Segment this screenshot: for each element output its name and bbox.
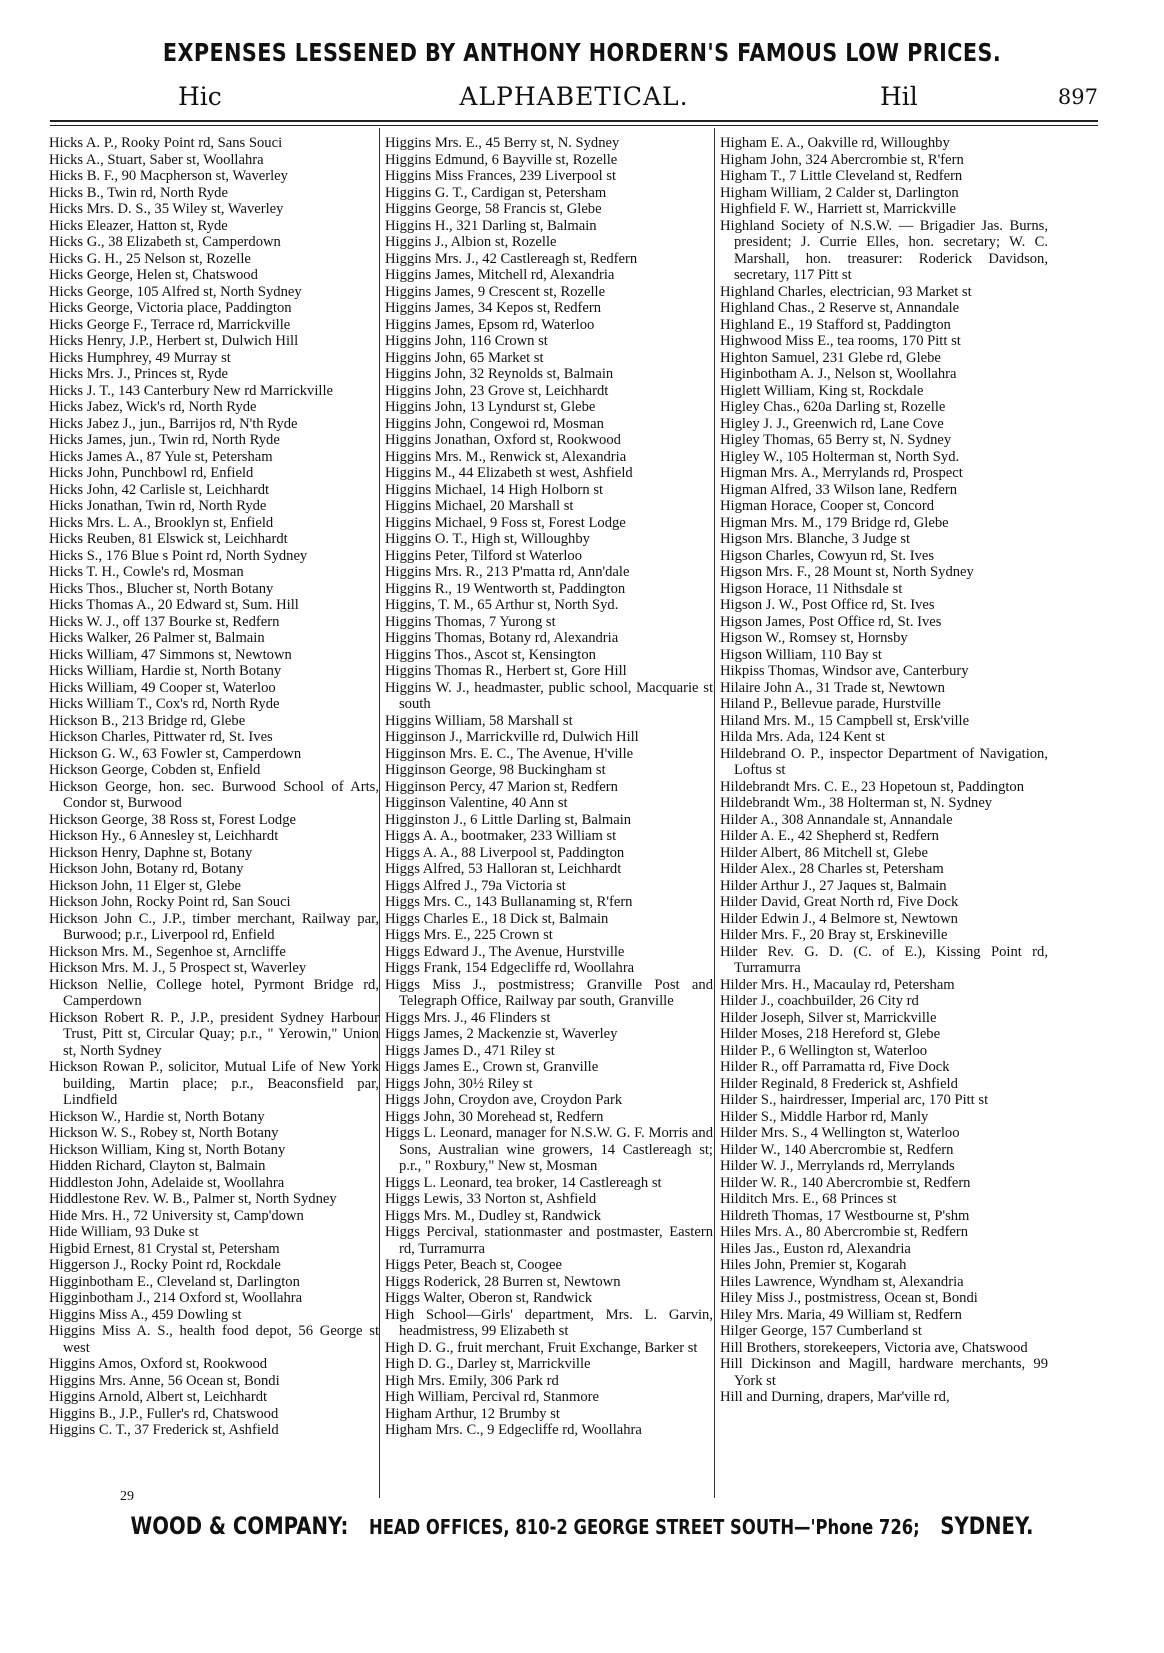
directory-entry: Higginson Valentine, 40 Ann st	[385, 795, 568, 811]
directory-entry: Hickson John, Rocky Point rd, San Souci	[49, 894, 291, 910]
directory-entry: Higham Mrs. C., 9 Edgecliffe rd, Woollahra	[385, 1422, 642, 1438]
directory-entry: Hicks Mrs. L. A., Brooklyn st, Enfield	[49, 514, 274, 531]
directory-entry: Hikpiss Thomas, Windsor ave, Canterbury	[720, 663, 969, 679]
header-rule	[50, 120, 1098, 122]
directory-entry: Higgins Mrs. M., Renwick st, Alexandria	[385, 448, 627, 465]
directory-entry: High William, Percival rd, Stanmore	[385, 1389, 599, 1405]
directory-entry: Hicks A. P., Rooky Point rd, Sans Souci	[49, 135, 283, 151]
directory-entry: Higgins Jonathan, Oxford st, Rookwood	[385, 432, 621, 448]
directory-entry: Hicks William, 49 Cooper st, Waterloo	[49, 679, 276, 696]
directory-entry: Higgins B., J.P., Fuller's rd, Chatswood	[49, 1405, 279, 1422]
directory-entry: Hilder Albert, 86 Mitchell st, Glebe	[720, 844, 928, 861]
directory-entry: Higgs Percival, stationmaster and postmaster, Eastern rd, Turramurra	[385, 1224, 713, 1257]
directory-entry: Higgins Thos., Ascot st, Kensington	[385, 646, 596, 663]
directory-entry: Higinbotham A. J., Nelson st, Woollahra	[720, 366, 957, 382]
directory-entry: Higginston J., 6 Little Darling st, Balmain	[385, 811, 632, 828]
directory-entry: Hilder Mrs. H., Macaulay rd, Petersham	[720, 976, 955, 993]
directory-entry: Hilditch Mrs. E., 68 Princes st	[720, 1191, 897, 1207]
directory-entry: Higgins Michael, 20 Marshall st	[385, 498, 574, 514]
directory-entry: Higgs Mrs. M., Dudley st, Randwick	[385, 1207, 602, 1224]
directory-entry: Hicks T. H., Cowle's rd, Mosman	[49, 564, 244, 580]
directory-entry: Higson Mrs. Blanche, 3 Judge st	[720, 531, 911, 547]
directory-entry: Highton Samuel, 231 Glebe rd, Glebe	[720, 349, 941, 366]
directory-entry: Hill Dickinson and Magill, hardware merchants, 99 York st	[720, 1356, 1048, 1389]
directory-entry: Hilder W. J., Merrylands rd, Merrylands	[720, 1158, 955, 1174]
listing-column-3	[720, 135, 1048, 1406]
advert-address: HEAD OFFICES, 810-2 GEORGE STREET SOUTH—'Phone 726;	[368, 1515, 920, 1539]
directory-entry: Higson Mrs. F., 28 Mount st, North Sydney	[720, 564, 974, 580]
directory-entry: Higgins Thomas, 7 Yurong st	[385, 613, 556, 630]
directory-entry: Hicks Thos., Blucher st, North Botany	[49, 580, 274, 597]
directory-entry: Higgs L. Leonard, manager for N.S.W. G. F. Morris and Sons, Australian wine growers, 14 Castlereagh st; p.r., " Roxbury," New st, Mosman	[385, 1125, 713, 1174]
directory-entry: Hicks William, Hardie st, North Botany	[49, 663, 282, 679]
directory-entry: Higgs John, Croydon ave, Croydon Park	[385, 1092, 623, 1108]
directory-entry: Higgins James, 34 Kepos st, Redfern	[385, 300, 602, 316]
directory-entry: Hiles Lawrence, Wyndham st, Alexandria	[720, 1273, 964, 1290]
directory-entry: Hickson George, hon. sec. Burwood School of Arts, Condor st, Burwood	[49, 778, 379, 811]
directory-entry: Higgins Michael, 9 Foss st, Forest Lodge	[385, 514, 626, 531]
directory-entry: Hicks John, Punchbowl rd, Enfield	[49, 465, 254, 481]
directory-entry: Hilder R., off Parramatta rd, Five Dock	[720, 1059, 950, 1075]
listing-column-1	[49, 135, 379, 1439]
directory-entry: Higgins John, 13 Lyndurst st, Glebe	[385, 399, 596, 415]
directory-entry: Hicks John, 42 Carlisle st, Leichhardt	[49, 481, 270, 498]
directory-entry: Hilaire John A., 31 Trade st, Newtown	[720, 679, 945, 696]
directory-entry: Hicks George, 105 Alfred st, North Sydney	[49, 283, 302, 300]
directory-entry: Higgs James D., 471 Riley st	[385, 1042, 555, 1059]
directory-entry: Higgins Miss A., 459 Dowling st	[49, 1306, 242, 1323]
directory-entry: Hide William, 93 Duke st	[49, 1224, 199, 1240]
directory-entry: High D. G., Darley st, Marrickville	[385, 1356, 591, 1372]
directory-entry: Higman Horace, Cooper st, Concord	[720, 498, 934, 514]
directory-entry: Higgins Arnold, Albert st, Leichhardt	[49, 1389, 268, 1405]
directory-entry: Hicks Mrs. J., Princes st, Ryde	[49, 366, 228, 382]
directory-entry: Hilder S., Middle Harbor rd, Manly	[720, 1108, 929, 1125]
directory-entry: Higgins James, Epsom rd, Waterloo	[385, 316, 595, 333]
directory-entry: Higgins Amos, Oxford st, Rookwood	[49, 1356, 268, 1372]
directory-entry: Hickson B., 213 Bridge rd, Glebe	[49, 712, 246, 729]
directory-entry: Higgs Alfred J., 79a Victoria st	[385, 877, 566, 894]
directory-entry: Higson Charles, Cowyun rd, St. Ives	[720, 547, 935, 564]
directory-entry: Hickson G. W., 63 Fowler st, Camperdown	[49, 745, 302, 762]
directory-entry: Higginbotham J., 214 Oxford st, Woollahra	[49, 1290, 303, 1306]
directory-entry: Hiddleston John, Adelaide st, Woollahra	[49, 1174, 285, 1191]
directory-entry: Higgs James, 2 Mackenzie st, Waverley	[385, 1026, 618, 1042]
directory-entry: Higgs L. Leonard, tea broker, 14 Castlereagh st	[385, 1174, 662, 1191]
directory-entry: Hilder W., 140 Abercrombie st, Redfern	[720, 1141, 954, 1158]
directory-entry: Hiddlestone Rev. W. B., Palmer st, North Sydney	[49, 1191, 337, 1207]
directory-entry: Higley Thomas, 65 Berry st, N. Sydney	[720, 432, 952, 448]
directory-entry: Hicks William, 47 Simmons st, Newtown	[49, 646, 292, 663]
directory-entry: Higgins John, 32 Reynolds st, Balmain	[385, 366, 614, 382]
directory-entry: Hicks George, Victoria place, Paddington	[49, 300, 292, 316]
directory-entry: Higgins J., Albion st, Rozelle	[385, 234, 557, 250]
directory-entry: Hidden Richard, Clayton st, Balmain	[49, 1158, 266, 1174]
directory-entry: Higham Arthur, 12 Brumby st	[385, 1405, 560, 1422]
directory-entry: Hildreth Thomas, 17 Westbourne st, P'shm	[720, 1207, 970, 1224]
directory-entry: Hilger George, 157 Cumberland st	[720, 1323, 922, 1339]
directory-entry: Hilder David, Great North rd, Five Dock	[720, 894, 959, 910]
column-divider	[714, 128, 715, 1498]
directory-entry: Hicks George F., Terrace rd, Marrickville	[49, 316, 291, 333]
column-footer-number: 29	[120, 1489, 134, 1504]
directory-entry: Higlett William, King st, Rockdale	[720, 382, 924, 399]
directory-entry: Hicks B. F., 90 Macpherson st, Waverley	[49, 168, 288, 184]
directory-entry: Higgins R., 19 Wentworth st, Paddington	[385, 580, 626, 597]
directory-entry: Higson James, Post Office rd, St. Ives	[720, 613, 942, 630]
directory-entry: Higginson Mrs. E. C., The Avenue, H'ville	[385, 745, 634, 762]
directory-entry: Higgs Frank, 154 Edgecliffe rd, Woollahra	[385, 960, 635, 976]
directory-entry: Higgins Mrs. Anne, 56 Ocean st, Bondi	[49, 1372, 280, 1389]
directory-entry: Higson Horace, 11 Nithsdale st	[720, 580, 903, 597]
directory-entry: Higgins William, 58 Marshall st	[385, 712, 573, 729]
directory-entry: Hilder Mrs. F., 20 Bray st, Erskineville	[720, 927, 948, 943]
directory-entry: Hilder Mrs. S., 4 Wellington st, Waterloo	[720, 1125, 960, 1141]
directory-entry: Hilder S., hairdresser, Imperial arc, 170 Pitt st	[720, 1092, 989, 1108]
directory-entry: Hiles Jas., Euston rd, Alexandria	[720, 1240, 911, 1257]
directory-entry: Higgs Lewis, 33 Norton st, Ashfield	[385, 1191, 597, 1207]
directory-entry: Hicks James A., 87 Yule st, Petersham	[49, 448, 273, 465]
directory-entry: Higgs A. A., bootmaker, 233 William st	[385, 828, 617, 844]
directory-entry: Higgins Thomas R., Herbert st, Gore Hill	[385, 663, 627, 679]
directory-entry: Hicks Henry, J.P., Herbert st, Dulwich Hill	[49, 333, 299, 349]
listing-column-2	[385, 135, 713, 1439]
directory-entry: Hilder Moses, 218 Hereford st, Glebe	[720, 1026, 941, 1042]
directory-entry: Hilder Arthur J., 27 Jaques st, Balmain	[720, 877, 947, 894]
directory-entry: Hickson Charles, Pittwater rd, St. Ives	[49, 729, 273, 745]
directory-entry: Higgins W. J., headmaster, public school, Macquarie st south	[385, 679, 713, 712]
directory-entry: Hicks S., 176 Blue s Point rd, North Sydney	[49, 547, 308, 564]
directory-entry: Higgerson J., Rocky Point rd, Rockdale	[49, 1257, 281, 1273]
directory-entry: Higgins James, 9 Crescent st, Rozelle	[385, 283, 606, 300]
directory-entry: Higgins Mrs. R., 213 P'matta rd, Ann'dale	[385, 564, 630, 580]
directory-entry: Hilder A. E., 42 Shepherd st, Redfern	[720, 828, 939, 844]
directory-entry: Higgins Miss A. S., health food depot, 56 George st west	[49, 1323, 379, 1356]
directory-entry: Hildebrand O. P., inspector Department of Navigation, Loftus st	[720, 745, 1048, 778]
directory-entry: Hickson John, Botany rd, Botany	[49, 861, 244, 877]
directory-entry: Hickson Henry, Daphne st, Botany	[49, 844, 253, 861]
directory-entry: Higgs Mrs. C., 143 Bullanaming st, R'fern	[385, 894, 633, 910]
directory-entry: Higman Mrs. A., Merrylands rd, Prospect	[720, 465, 963, 481]
directory-entry: High School—Girls' department, Mrs. L. Garvin, headmistress, 99 Elizabeth st	[385, 1306, 713, 1339]
advert-brand: WOOD & COMPANY:	[130, 1512, 349, 1540]
directory-entry: Higson J. W., Post Office rd, St. Ives	[720, 597, 935, 613]
directory-entry: Higgins M., 44 Elizabeth st west, Ashfield	[385, 465, 633, 481]
column-divider	[379, 128, 380, 1498]
directory-entry: Higgins, T. M., 65 Arthur st, North Syd.	[385, 597, 619, 613]
directory-entry: Higman Mrs. M., 179 Bridge rd, Glebe	[720, 514, 949, 531]
directory-entry: Higham William, 2 Calder st, Darlington	[720, 184, 959, 201]
directory-entry: Hicks Jabez, Wick's rd, North Ryde	[49, 399, 257, 415]
directory-entry: Hickson Hy., 6 Annesley st, Leichhardt	[49, 828, 279, 844]
directory-entry: Hilder Rev. G. D. (C. of E.), Kissing Point rd, Turramurra	[720, 943, 1048, 976]
directory-entry: Highland Charles, electrician, 93 Market st	[720, 283, 972, 300]
directory-entry: Higbid Ernest, 81 Crystal st, Petersham	[49, 1240, 280, 1257]
directory-entry: Hiles Mrs. A., 80 Abercrombie st, Redfern	[720, 1224, 969, 1240]
directory-entry: Higgins Mrs. J., 42 Castlereagh st, Redfern	[385, 250, 638, 267]
directory-entry: Higman Alfred, 33 Wilson lane, Redfern	[720, 481, 958, 498]
directory-entry: Hickson Nellie, College hotel, Pyrmont Bridge rd, Camperdown	[49, 976, 379, 1009]
top-advert-banner: EXPENSES LESSENED BY ANTHONY HORDERN'S FAMOUS LOW PRICES.	[162, 38, 1002, 67]
directory-entry: Highland E., 19 Stafford st, Paddington	[720, 316, 951, 333]
directory-entry: Higgins Peter, Tilford st Waterloo	[385, 547, 583, 564]
directory-entry: High D. G., fruit merchant, Fruit Exchange, Barker st	[385, 1339, 698, 1356]
directory-entry: Higginbotham E., Cleveland st, Darlington	[49, 1273, 300, 1290]
directory-entry: Higgins Edmund, 6 Bayville st, Rozelle	[385, 151, 618, 168]
directory-entry: Hicks G. H., 25 Nelson st, Rozelle	[49, 250, 251, 267]
directory-entry: Hickson Robert R. P., J.P., president Sydney Harbour Trust, Pitt st, Circular Quay; p.r., " Yerowin," Union st, North Sydney	[49, 1009, 379, 1059]
directory-entry: Hicks Jabez J., jun., Barrijos rd, N'th Ryde	[49, 415, 298, 432]
directory-entry: Hickson John, 11 Elger st, Glebe	[49, 877, 241, 894]
directory-entry: Hicks Reuben, 81 Elswick st, Leichhardt	[49, 531, 288, 547]
header-right-guide: Hil	[880, 82, 918, 111]
directory-entry: Hicks Thomas A., 20 Edward st, Sum. Hill	[49, 597, 299, 613]
directory-entry: Hicks W. J., off 137 Bourke st, Redfern	[49, 613, 280, 630]
directory-entry: Higgins Michael, 14 High Holborn st	[385, 481, 604, 498]
directory-entry: Hilder Reginald, 8 Frederick st, Ashfield	[720, 1075, 958, 1092]
directory-entry: High Mrs. Emily, 306 Park rd	[385, 1372, 559, 1389]
directory-entry: Hiland Mrs. M., 15 Campbell st, Ersk'ville	[720, 712, 970, 729]
directory-entry: Hilder Alex., 28 Charles st, Petersham	[720, 861, 944, 877]
directory-entry: Hilder J., coachbuilder, 26 City rd	[720, 993, 919, 1009]
directory-entry: Higham John, 324 Abercrombie st, R'fern	[720, 151, 964, 168]
header-title: ALPHABETICAL.	[459, 82, 689, 111]
directory-entry: Hickson W. S., Robey st, North Botany	[49, 1125, 279, 1141]
directory-entry: Hicks Walker, 26 Palmer st, Balmain	[49, 630, 265, 646]
directory-entry: Hicks B., Twin rd, North Ryde	[49, 184, 228, 201]
directory-entry: Hildebrandt Wm., 38 Holterman st, N. Sydney	[720, 795, 993, 811]
directory-entry: Higgs Edward J., The Avenue, Hurstville	[385, 943, 625, 960]
directory-entry: Hicks G., 38 Elizabeth st, Camperdown	[49, 234, 281, 250]
directory-entry: Hilder P., 6 Wellington st, Waterloo	[720, 1042, 928, 1059]
directory-entry: Hicks Jonathan, Twin rd, North Ryde	[49, 498, 267, 514]
directory-entry: Higham T., 7 Little Cleveland st, Redfern	[720, 168, 963, 184]
directory-entry: Higgins James, Mitchell rd, Alexandria	[385, 267, 615, 283]
directory-entry: Hickson Mrs. M., Segenhoe st, Arncliffe	[49, 943, 286, 960]
directory-entry: Hilder Edwin J., 4 Belmore st, Newtown	[720, 910, 958, 927]
directory-entry: Hicks Mrs. D. S., 35 Wiley st, Waverley	[49, 201, 284, 217]
directory-entry: Hickson George, Cobden st, Enfield	[49, 762, 261, 778]
directory-entry: Higgins Thomas, Botany rd, Alexandria	[385, 630, 619, 646]
directory-entry: Hide Mrs. H., 72 University st, Camp'down	[49, 1207, 304, 1224]
header-rule-thin	[50, 125, 1098, 126]
directory-entry: Higgs Miss J., postmistress; Granville Post and Telegraph Office, Railway par south, Granville	[385, 976, 713, 1009]
directory-entry: Hickson Mrs. M. J., 5 Prospect st, Waverley	[49, 960, 307, 976]
directory-entry: Higley J. J., Greenwich rd, Lane Cove	[720, 415, 944, 432]
directory-entry: Higgins O. T., High st, Willoughby	[385, 531, 590, 547]
directory-entry: Hilder W. R., 140 Abercrombie st, Redfern	[720, 1174, 971, 1191]
directory-entry: Hicks Humphrey, 49 Murray st	[49, 349, 231, 366]
directory-entry: Higgs Alfred, 53 Halloran st, Leichhardt	[385, 861, 622, 877]
directory-entry: Higgs Peter, Beach st, Coogee	[385, 1257, 562, 1273]
directory-entry: Higley Chas., 620a Darling st, Rozelle	[720, 399, 946, 415]
directory-entry: Hickson George, 38 Ross st, Forest Lodge	[49, 811, 296, 828]
directory-entry: Hildebrandt Mrs. C. E., 23 Hopetoun st, Paddington	[720, 778, 1025, 795]
directory-entry: Higgins George, 58 Francis st, Glebe	[385, 201, 602, 217]
directory-entry: Higgs Mrs. E., 225 Crown st	[385, 927, 553, 943]
directory-entry: Hicks William T., Cox's rd, North Ryde	[49, 696, 280, 712]
directory-entry: Highland Society of N.S.W. — Brigadier Jas. Burns, president; J. Currie Elles, hon. secretary; W. C. Marshall, hon. treasurer: Roderick Davidson, secretary, 117 Pitt st	[720, 217, 1048, 283]
directory-entry: Hicks A., Stuart, Saber st, Woollahra	[49, 151, 264, 168]
directory-entry: Highfield F. W., Harriett st, Marrickville	[720, 201, 956, 217]
directory-entry: Higgs Walter, Oberon st, Randwick	[385, 1290, 593, 1306]
directory-entry: Higgins John, 65 Market st	[385, 349, 544, 366]
directory-entry: Higgins G. T., Cardigan st, Petersham	[385, 184, 607, 201]
directory-entry: Higgs John, 30 Morehead st, Redfern	[385, 1108, 604, 1125]
directory-entry: Higgs John, 30½ Riley st	[385, 1075, 533, 1092]
directory-entry: Higgs Roderick, 28 Burren st, Newtown	[385, 1273, 621, 1290]
directory-entry: Higley W., 105 Holterman st, North Syd.	[720, 448, 960, 465]
directory-entry: Hicks James, jun., Twin rd, North Ryde	[49, 432, 280, 448]
directory-entry: Highwood Miss E., tea rooms, 170 Pitt st	[720, 333, 961, 349]
directory-entry: Higgins C. T., 37 Frederick st, Ashfield	[49, 1422, 279, 1438]
directory-entry: Higgs Charles E., 18 Dick st, Balmain	[385, 910, 609, 927]
directory-entry: Higginson J., Marrickville rd, Dulwich Hill	[385, 729, 639, 745]
directory-entry: Hicks Eleazer, Hatton st, Ryde	[49, 217, 228, 234]
directory-entry: Higgins H., 321 Darling st, Balmain	[385, 217, 597, 234]
directory-entry: Higgins John, Congewoi rd, Mosman	[385, 415, 604, 432]
directory-entry: Hickson William, King st, North Botany	[49, 1141, 286, 1158]
directory-entry: Hicks J. T., 143 Canterbury New rd Marrickville	[49, 382, 333, 399]
directory-entry: Higginson George, 98 Buckingham st	[385, 762, 606, 778]
directory-entry: Hilder Joseph, Silver st, Marrickville	[720, 1009, 937, 1026]
directory-entry: Highland Chas., 2 Reserve st, Annandale	[720, 300, 960, 316]
directory-entry: Hickson John C., J.P., timber merchant, Railway par, Burwood; p.r., Liverpool rd, Enfield	[49, 910, 379, 943]
directory-entry: Hiley Mrs. Maria, 49 William st, Redfern	[720, 1306, 962, 1323]
directory-entry: Hickson W., Hardie st, North Botany	[49, 1108, 265, 1125]
directory-entry: Hilda Mrs. Ada, 124 Kent st	[720, 729, 885, 745]
directory-entry: Higham E. A., Oakville rd, Willoughby	[720, 135, 950, 151]
directory-entry: Hiles John, Premier st, Kogarah	[720, 1257, 907, 1273]
directory-entry: Higginson Percy, 47 Marion st, Redfern	[385, 778, 618, 795]
directory-entry: Higgs Mrs. J., 46 Flinders st	[385, 1009, 551, 1026]
header-left-guide: Hic	[178, 82, 222, 111]
page-number: 897	[1057, 85, 1098, 109]
directory-entry: Hicks George, Helen st, Chatswood	[49, 267, 258, 283]
page-header	[50, 82, 1098, 116]
directory-entry: Higgs James E., Crown st, Granville	[385, 1059, 599, 1075]
directory-entry: Hill and Durning, drapers, Mar'ville rd,	[720, 1389, 950, 1405]
directory-entry: Higgins John, 116 Crown st	[385, 333, 548, 349]
directory-entry: Hickson Rowan P., solicitor, Mutual Life of New York building, Martin place; p.r., Beaconsfield par, Lindfield	[49, 1059, 379, 1108]
directory-entry: Higgins John, 23 Grove st, Leichhardt	[385, 382, 609, 399]
directory-entry: Hiley Miss J., postmistress, Ocean st, Bondi	[720, 1290, 978, 1306]
directory-entry: Hill Brothers, storekeepers, Victoria ave, Chatswood	[720, 1339, 1028, 1356]
directory-entry: Higgins Miss Frances, 239 Liverpool st	[385, 168, 617, 184]
directory-entry: Higson William, 110 Bay st	[720, 646, 882, 663]
directory-entry: Hiland P., Bellevue parade, Hurstville	[720, 696, 941, 712]
directory-entry: Higson W., Romsey st, Hornsby	[720, 630, 908, 646]
directory-entry: Hilder A., 308 Annandale st, Annandale	[720, 811, 953, 828]
advert-city: SYDNEY.	[940, 1512, 1034, 1540]
directory-entry: Higgs A. A., 88 Liverpool st, Paddington	[385, 844, 625, 861]
directory-entry: Higgins Mrs. E., 45 Berry st, N. Sydney	[385, 135, 620, 151]
bottom-advert-banner	[105, 1512, 1059, 1540]
